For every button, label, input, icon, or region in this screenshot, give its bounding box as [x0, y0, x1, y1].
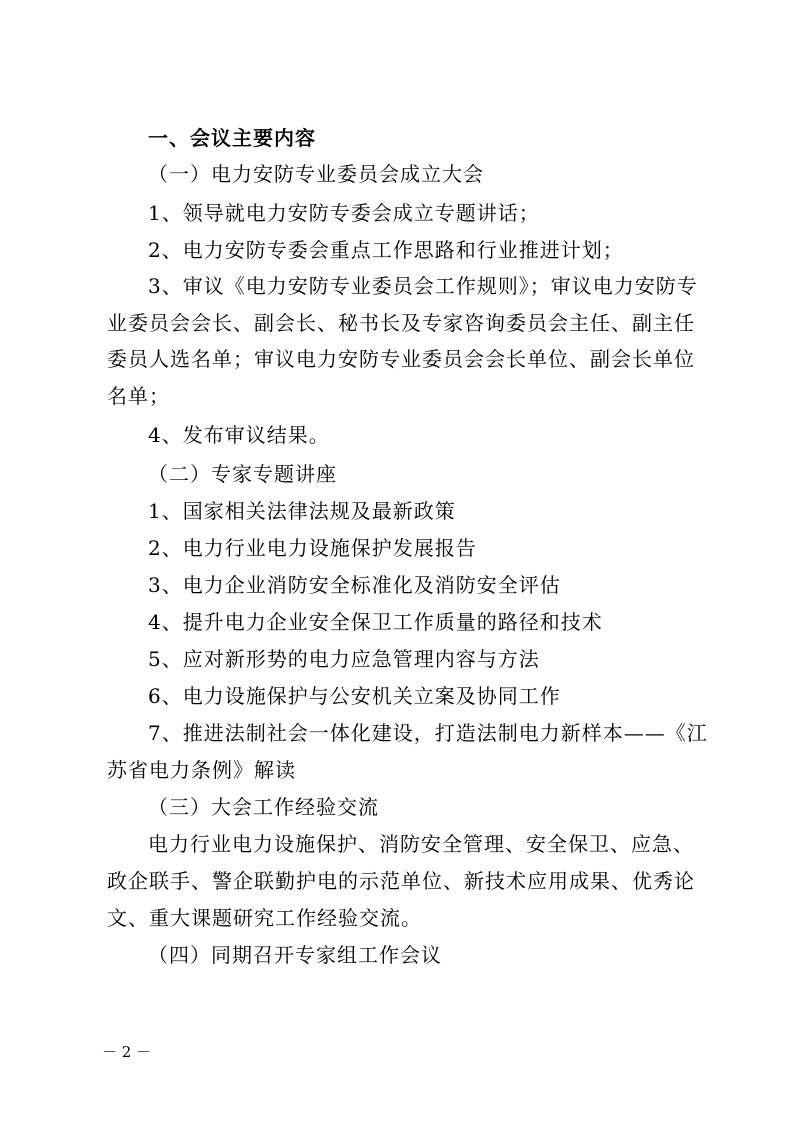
part4-title: （四）同期召开专家组工作会议 — [148, 943, 442, 967]
part1-title: （一）电力安防专业委员会成立大会 — [148, 162, 484, 186]
part2-item-1: 1、国家相关法律法规及最新政策 — [148, 499, 456, 523]
part1-item-3-cont-3: 名单； — [107, 384, 170, 408]
part1-item-4: 4、发布审议结果。 — [148, 423, 330, 447]
part2-title: （二）专家专题讲座 — [148, 462, 337, 486]
part2-item-4: 4、提升电力企业安全保卫工作质量的路径和技术 — [148, 610, 603, 634]
part2-item-2: 2、电力行业电力设施保护发展报告 — [148, 536, 477, 560]
part3-line-3: 文、重大课题研究工作经验交流。 — [107, 906, 422, 930]
section-heading: 一、会议主要内容 — [148, 126, 316, 150]
part1-item-2: 2、电力安防专委会重点工作思路和行业推进计划； — [148, 238, 624, 262]
part2-item-3: 3、电力企业消防安全标准化及消防安全评估 — [148, 573, 561, 597]
page-number: － 2 － — [102, 1043, 152, 1061]
part2-item-6: 6、电力设施保护与公安机关立案及协同工作 — [148, 684, 561, 708]
part3-title: （三）大会工作经验交流 — [148, 795, 379, 819]
part3-line-2: 政企联手、警企联勤护电的示范单位、新技术应用成果、优秀论 — [107, 869, 695, 893]
part2-item-7: 7、推进法制社会一体化建设，打造法制电力新样本——《江 — [148, 721, 708, 745]
part1-item-3-cont-1: 业委员会会长、副会长、秘书长及专家咨询委员会主任、副主任 — [107, 311, 695, 335]
part1-item-3: 3、审议《电力安防专业委员会工作规则》；审议电力安防专 — [148, 274, 698, 298]
part1-item-3-cont-2: 委员人选名单；审议电力安防专业委员会会长单位、副会长单位 — [107, 347, 695, 371]
part2-item-5: 5、应对新形势的电力应急管理内容与方法 — [148, 647, 540, 671]
part3-line-1: 电力行业电力设施保护、消防安全管理、安全保卫、应急、 — [148, 832, 694, 856]
part2-item-7-cont: 苏省电力条例》解读 — [107, 758, 296, 782]
part1-item-1: 1、领导就电力安防专委会成立专题讲话； — [148, 201, 540, 225]
